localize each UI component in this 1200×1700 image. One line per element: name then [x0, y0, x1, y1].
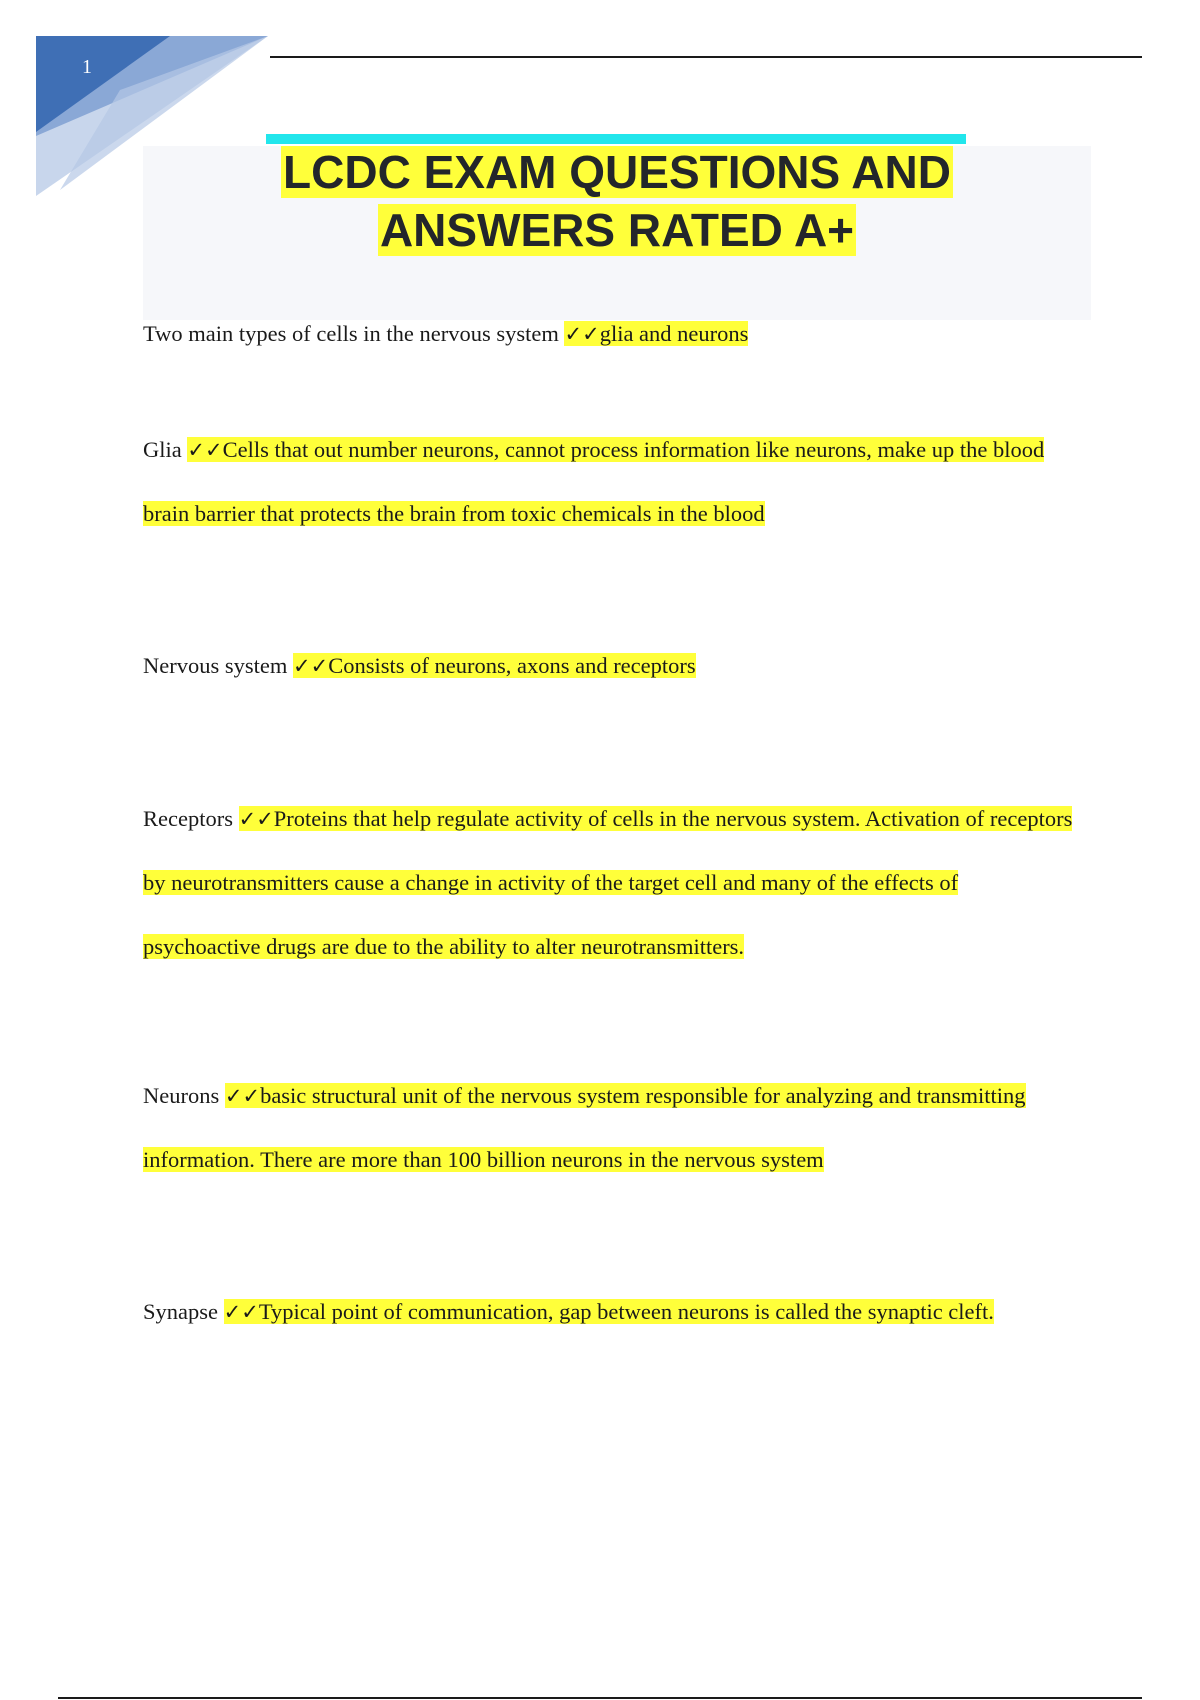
title-line-2: ANSWERS RATED A+	[379, 204, 855, 256]
qa-answer-wrap	[143, 1083, 1026, 1172]
check-icon: ✓✓	[223, 1300, 259, 1324]
qa-answer: basic structural unit of the nervous system responsible for analyzing and transmitting information. There are more than 100 billion neurons in the nervous system	[143, 1083, 1026, 1172]
qa-item	[143, 634, 1073, 698]
footer-rule	[58, 1697, 1142, 1699]
check-icon: ✓✓	[564, 322, 600, 346]
qa-answer-wrap	[293, 653, 696, 678]
title-line-1: LCDC EXAM QUESTIONS AND	[283, 146, 951, 198]
check-icon: ✓✓	[238, 807, 274, 831]
qa-answer: glia and neurons	[599, 321, 749, 346]
check-icon: ✓✓	[293, 654, 329, 678]
page-number: 1	[82, 56, 92, 78]
qa-item	[143, 418, 1073, 546]
check-icon: ✓✓	[187, 438, 223, 462]
qa-term: Receptors	[143, 806, 233, 831]
qa-answer-wrap	[224, 1299, 994, 1324]
qa-item	[143, 1280, 1073, 1344]
qa-answer: Proteins that help regulate activity of cells in the nervous system. Activation of receptors by neurotransmitters cause a change in activity of the target cell and many of the effects of psychoactive drugs are due to the ability to alter neurotransmitters.	[143, 806, 1073, 959]
qa-answer-wrap	[564, 321, 748, 346]
qa-answer: Consists of neurons, axons and receptors	[328, 653, 696, 678]
qa-answer: Cells that out number neurons, cannot process information like neurons, make up the blood brain barrier that protects the brain from toxic chemicals in the blood	[143, 437, 1045, 526]
qa-term: Neurons	[143, 1083, 220, 1108]
qa-answer-wrap	[143, 806, 1072, 959]
check-icon: ✓✓	[224, 1084, 261, 1108]
qa-answer: Typical point of communication, gap between neurons is called the synaptic cleft.	[258, 1299, 994, 1324]
document-title	[143, 143, 1091, 259]
qa-item	[143, 1064, 1073, 1192]
qa-term: Two main types of cells in the nervous system	[143, 321, 559, 346]
qa-term: Nervous system	[143, 653, 288, 678]
qa-item	[143, 787, 1073, 979]
qa-term: Synapse	[143, 1299, 218, 1324]
header-rule	[270, 56, 1142, 58]
qa-term: Glia	[143, 437, 182, 462]
qa-item	[143, 302, 1073, 366]
qa-answer-wrap	[143, 437, 1044, 526]
